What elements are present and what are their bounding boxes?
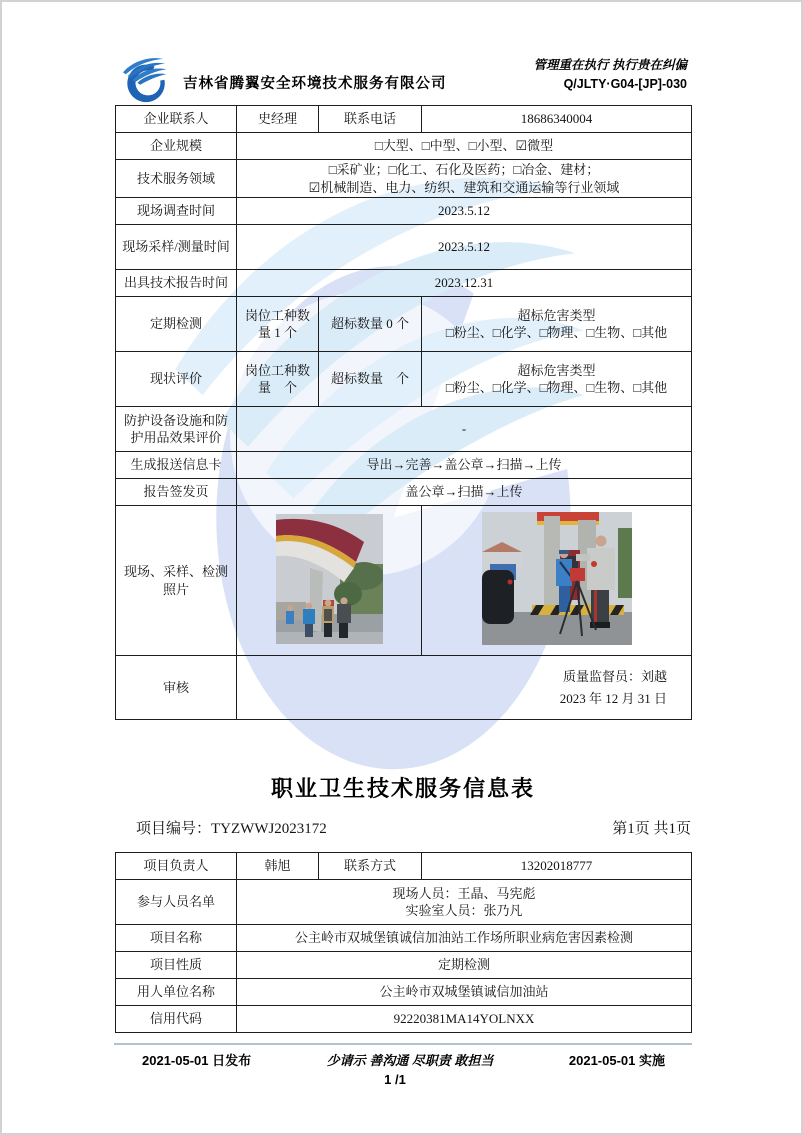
footer-row [115,1050,691,1069]
table-row [116,160,692,198]
enterprise-contact-value: 史经理 [237,106,319,133]
project-number: 项目编号：TYZWWJ2023172 [136,821,327,837]
site-photo-cell-left [237,506,422,656]
enterprise-contact-label: 企业联系人 [116,106,237,133]
document-code: Q/JLTY·G04-[JP]-030 [563,77,687,92]
quality-supervisor-line: 质量监督员：刘越 [562,668,667,684]
periodic-exceed-count: 超标数量 0 个 [319,297,422,352]
periodic-positions-count: 岗位工种数量 1 个 [237,297,319,352]
hazard-title: 超标危害类型 [517,362,596,378]
phone-label: 联系电话 [319,106,422,133]
contact-method-value: 13202018777 [422,853,692,880]
hazard-options: □粉尘、□化学、□物理、□生物、□其他 [445,380,668,395]
footer-motto: 少请示 善沟通 尽职责 敢担当 [326,1053,494,1068]
service-field-checkboxes [237,160,692,198]
project-name-value: 公主岭市双城堡镇诚信加油站工作场所职业病危害因素检测 [237,925,692,952]
project-info-table [115,852,692,1033]
survey-time-label: 现场调查时间 [116,198,237,225]
protection-eval-label: 防护设备设施和防护用品效果评价 [116,407,237,452]
signpage-label: 报告签发页 [116,479,237,506]
service-field-line2: ☑机械制造、电力、纺织、建筑和交通运输等行业领域 [308,179,620,195]
table-row [116,656,692,720]
site-photo-cell-right [422,506,692,656]
signpage-flow: 盖公章→扫描→上传 [237,479,692,506]
service-field-line1: □采矿业；□化工、石化及医药；□冶金、建材； [328,162,600,178]
meta-row [115,817,691,838]
review-label: 审核 [116,656,237,720]
site-photo-sampling [482,512,632,645]
footer-page-number: 1 /1 [384,1072,406,1087]
table-row [116,479,692,506]
site-photos-label: 现场、采样、检测照片 [116,506,237,656]
review-date-line: 2023 年 12 月 31 日 [559,690,667,706]
review-cell [237,656,692,720]
report-time-value: 2023.12.31 [237,270,692,297]
periodic-hazard-types [422,297,692,352]
project-leader-label: 项目负责人 [116,853,237,880]
protection-eval-value: - [237,407,692,452]
hazard-title: 超标危害类型 [517,307,596,323]
project-name-label: 项目名称 [116,925,237,952]
enterprise-scale-label: 企业规模 [116,133,237,160]
sampling-time-label: 现场采样/测量时间 [116,225,237,270]
field-staff-line: 现场人员：王晶、马宪彪 [392,885,536,901]
table-row [116,297,692,352]
implement-date: 2021-05-01 实施 [568,1053,665,1068]
footer-divider [114,1043,692,1045]
table-row [116,506,692,656]
participants-label: 参与人员名单 [116,880,237,925]
service-record-table [115,105,692,720]
survey-time-value: 2023.5.12 [237,198,692,225]
site-photo-canopy [276,514,383,644]
table-row [116,270,692,297]
table-row [116,952,692,979]
enterprise-scale-checkboxes: □大型、□中型、□小型、☑微型 [237,133,692,160]
page-title: 职业卫生技术服务信息表 [270,776,535,801]
project-leader-value: 韩旭 [237,853,319,880]
service-field-label: 技术服务领域 [116,160,237,198]
table-row [116,106,692,133]
table-row [116,225,692,270]
status-eval-label: 现状评价 [116,352,237,407]
project-type-label: 项目性质 [116,952,237,979]
table-row [116,198,692,225]
periodic-check-label: 定期检测 [116,297,237,352]
table-row [116,1006,692,1033]
sampling-time-value: 2023.5.12 [237,225,692,270]
header-right-block [534,56,687,95]
document-content [2,2,801,1133]
contact-method-label: 联系方式 [319,853,422,880]
table-row [116,880,692,925]
table-row [116,352,692,407]
table-row [116,133,692,160]
employer-name-label: 用人单位名称 [116,979,237,1006]
release-date: 2021-05-01 日发布 [142,1053,252,1068]
report-time-label: 出具技术报告时间 [116,270,237,297]
company-logo-icon [118,56,176,104]
infocard-label: 生成报送信息卡 [116,452,237,479]
hazard-options: □粉尘、□化学、□物理、□生物、□其他 [445,325,668,340]
table-row [116,452,692,479]
lab-staff-line: 实验室人员：张乃凡 [405,903,523,918]
credit-code-value: 92220381MA14YOLNXX [237,1006,692,1033]
table-row [116,925,692,952]
company-name: 吉林省腾翼安全环境技术服务有限公司 [183,76,447,92]
status-positions-count: 岗位工种数量 个 [237,352,319,407]
infocard-flow: 导出→完善→盖公章→扫描→上传 [237,452,692,479]
management-slogan: 管理重在执行 执行贵在纠偏 [533,58,687,72]
participants-cell [237,880,692,925]
project-type-value: 定期检测 [237,952,692,979]
table-row [116,853,692,880]
status-hazard-types [422,352,692,407]
table-row [116,979,692,1006]
phone-value: 18686340004 [422,106,692,133]
table-row [116,407,692,452]
page-info: 第1页 共1页 [612,821,691,837]
employer-name-value: 公主岭市双城堡镇诚信加油站 [237,979,692,1006]
credit-code-label: 信用代码 [116,1006,237,1033]
status-exceed-count: 超标数量 个 [319,352,422,407]
